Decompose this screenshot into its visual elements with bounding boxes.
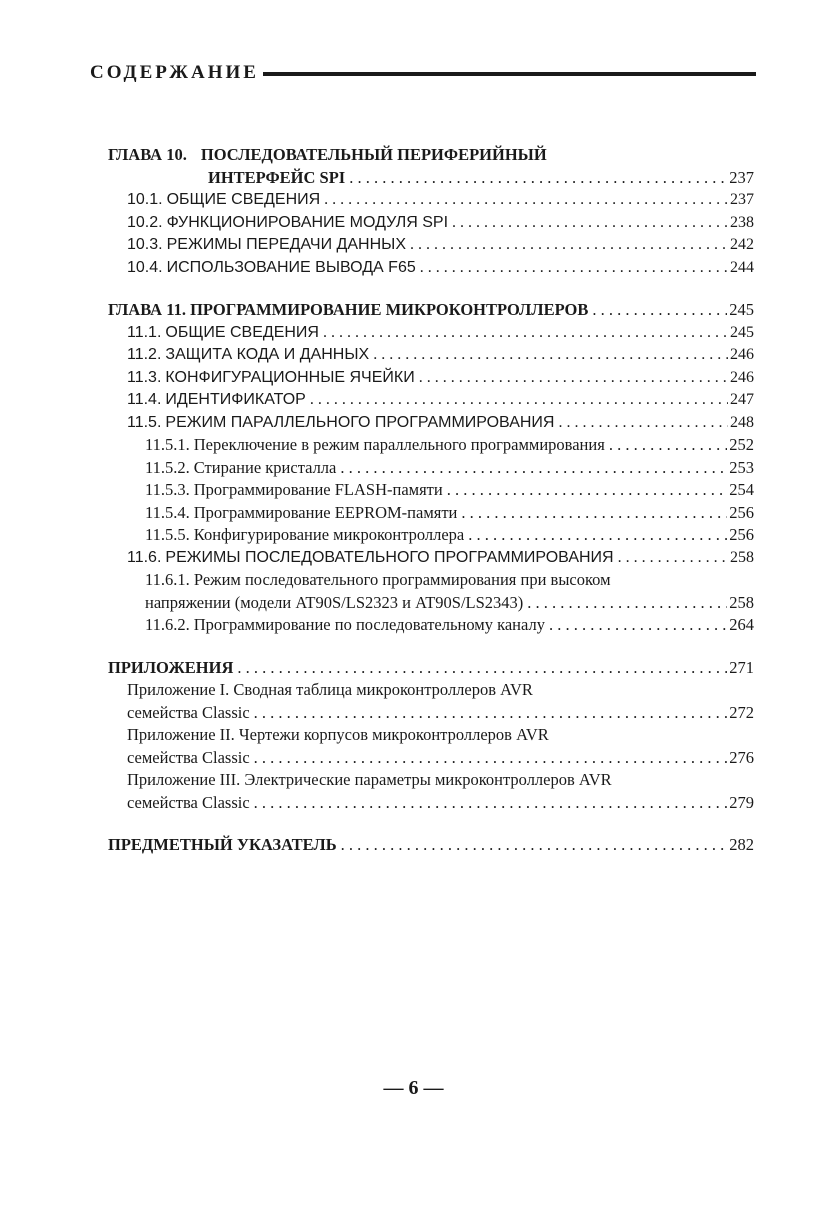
dot-leader <box>254 702 728 725</box>
index-title: ПРЕДМЕТНЫЙ УКАЗАТЕЛЬ <box>108 835 337 854</box>
section-number: 11.6. <box>127 548 162 566</box>
page-number: 242 <box>730 236 754 253</box>
dot-leader <box>461 502 727 525</box>
subsection-number: 11.5.3. <box>145 480 190 499</box>
section-title: ОБЩИЕ СВЕДЕНИЯ <box>166 191 321 208</box>
subsection-number: 11.5.5. <box>145 525 190 544</box>
page-header <box>90 60 756 86</box>
chapter-title: ГЛАВА 11. ПРОГРАММИРОВАНИЕ МИКРОКОНТРОЛЛЕРОВ <box>108 300 589 319</box>
section-number: 10.4. <box>127 258 163 276</box>
toc-section <box>108 412 754 435</box>
section-number: 11.5. <box>127 413 162 431</box>
toc-section <box>108 367 754 390</box>
dot-leader <box>324 189 728 212</box>
subsection-number: 11.5.4. <box>145 502 190 522</box>
page-number: 252 <box>729 435 754 454</box>
appendix-title: ПРИЛОЖЕНИЯ <box>108 657 234 677</box>
toc-chapter-10-heading <box>108 144 754 167</box>
section-title: РЕЖИМЫ ПЕРЕДАЧИ ДАННЫХ <box>166 236 406 253</box>
toc-section <box>108 344 754 367</box>
appendix-item-title: Приложение I. Сводная таблица микроконтроллеров AVR <box>127 680 533 699</box>
dot-leader <box>527 592 727 615</box>
section-title: ОБЩИЕ СВЕДЕНИЯ <box>165 323 319 341</box>
page-number: 246 <box>730 346 754 363</box>
toc-subsection <box>108 502 754 525</box>
page-number: 247 <box>730 391 754 408</box>
table-of-contents <box>108 144 754 857</box>
subsection-title: Переключение в режим параллельного программирования <box>193 435 605 454</box>
section-number: 10.1. <box>127 191 163 208</box>
toc-section <box>108 257 754 280</box>
page-number: 245 <box>730 323 754 341</box>
section-title: ИСПОЛЬЗОВАНИЕ ВЫВОДА F65 <box>166 258 416 276</box>
subsection-title-cont: напряжении (модели AT90S/LS2323 и AT90S/LS2343) <box>145 592 524 612</box>
toc-section <box>108 234 754 257</box>
toc-appendix-heading <box>108 657 754 680</box>
toc-subsection <box>108 434 754 457</box>
dot-leader <box>558 412 728 435</box>
page-number: 244 <box>730 258 754 276</box>
page-number: 264 <box>729 615 754 634</box>
dot-leader <box>468 524 727 547</box>
section-number: 11.2. <box>127 346 162 363</box>
section-number: 11.3. <box>127 368 162 386</box>
section-title: ЗАЩИТА КОДА И ДАННЫХ <box>165 346 370 363</box>
section-number: 10.2. <box>127 213 163 231</box>
dot-leader <box>323 322 728 345</box>
page-number: 272 <box>729 702 754 722</box>
page-number: 256 <box>729 525 754 544</box>
dot-leader <box>254 747 728 770</box>
toc-section <box>108 389 754 412</box>
chapter-title-cont: ИНТЕРФЕЙС SPI <box>208 167 346 187</box>
dot-leader <box>341 834 728 857</box>
appendix-item-title-cont: семейства Classic <box>127 702 250 722</box>
dot-leader <box>447 479 728 502</box>
toc-chapter-11-heading <box>108 299 754 322</box>
dot-leader <box>419 367 728 390</box>
section-number: 11.4. <box>127 391 162 408</box>
toc-appendix-item-line2 <box>108 747 754 770</box>
subsection-title: 11.6.1. Режим последовательного программирования при высоком <box>145 570 611 589</box>
subsection-title: Стирание кристалла <box>193 457 337 477</box>
appendix-item-title: Приложение II. Чертежи корпусов микроконтроллеров AVR <box>127 725 549 744</box>
page-title: СОДЕРЖАНИЕ <box>90 62 259 83</box>
section-title: КОНФИГУРАЦИОННЫЕ ЯЧЕЙКИ <box>165 368 415 386</box>
dot-leader <box>254 792 728 815</box>
page-number: 246 <box>730 368 754 386</box>
appendix-item-title-cont: семейства Classic <box>127 792 250 812</box>
dot-leader <box>618 547 728 570</box>
dot-leader <box>410 234 728 257</box>
chapter-label: ГЛАВА 10. <box>108 145 187 164</box>
chapter-title: ПОСЛЕДОВАТЕЛЬНЫЙ ПЕРИФЕРИЙНЫЙ <box>200 145 547 164</box>
subsection-number: 11.5.2. <box>145 457 190 477</box>
dot-leader <box>349 167 727 190</box>
toc-appendix-item-line1 <box>108 679 754 702</box>
subsection-number: 11.6.2. <box>145 615 190 634</box>
toc-appendix-item-line1 <box>108 769 754 792</box>
page-number: 256 <box>729 502 754 522</box>
section-number: 11.1. <box>127 323 162 341</box>
appendix-item-title-cont: семейства Classic <box>127 747 250 767</box>
page-number: 258 <box>730 548 754 566</box>
toc-appendix-item-line2 <box>108 702 754 725</box>
toc-subsection-line2 <box>108 592 754 615</box>
dot-leader <box>420 257 728 280</box>
page-number: 254 <box>729 480 754 499</box>
toc-chapter-10-continued <box>108 167 754 190</box>
dot-leader <box>452 212 728 235</box>
section-title: ИДЕНТИФИКАТОР <box>165 391 306 408</box>
page-number: 237 <box>729 167 754 187</box>
dot-leader <box>237 657 727 680</box>
header-rule <box>263 72 756 76</box>
toc-subsection-line1 <box>108 569 754 592</box>
toc-section <box>108 189 754 212</box>
toc-subsection <box>108 457 754 480</box>
toc-index-heading <box>108 834 754 857</box>
page-folio: — 6 — <box>383 1077 444 1099</box>
section-title: ФУНКЦИОНИРОВАНИЕ МОДУЛЯ SPI <box>166 213 449 231</box>
subsection-title: Программирование FLASH-памяти <box>193 480 443 499</box>
toc-appendix-item-line2 <box>108 792 754 815</box>
dot-leader <box>310 389 728 412</box>
page-number: 276 <box>729 747 754 767</box>
toc-appendix-item-line1 <box>108 724 754 747</box>
subsection-title: Конфигурирование микроконтроллера <box>193 525 465 544</box>
section-number: 10.3. <box>127 236 163 253</box>
dot-leader <box>373 344 728 367</box>
page-number: 253 <box>729 457 754 477</box>
subsection-title: Программирование по последовательному каналу <box>193 615 545 634</box>
dot-leader <box>609 434 727 457</box>
page-number: 237 <box>730 191 754 208</box>
toc-section <box>108 547 754 570</box>
toc-subsection <box>108 524 754 547</box>
appendix-item-title: Приложение III. Электрические параметры микроконтроллеров AVR <box>127 770 612 789</box>
subsection-title: Программирование EEPROM-памяти <box>193 502 458 522</box>
page-number: 271 <box>729 657 754 677</box>
subsection-number: 11.5.1. <box>145 435 190 454</box>
toc-subsection <box>108 614 754 637</box>
section-title: РЕЖИМЫ ПОСЛЕДОВАТЕЛЬНОГО ПРОГРАММИРОВАНИЯ <box>165 548 614 566</box>
toc-section <box>108 322 754 345</box>
page-number: 279 <box>729 792 754 812</box>
section-title: РЕЖИМ ПАРАЛЛЕЛЬНОГО ПРОГРАММИРОВАНИЯ <box>165 413 555 431</box>
dot-leader <box>592 299 727 322</box>
toc-section <box>108 212 754 235</box>
dot-leader <box>340 457 727 480</box>
dot-leader <box>549 614 727 637</box>
page-number: 238 <box>730 213 754 231</box>
page-number: 258 <box>729 592 754 612</box>
page-number: 248 <box>730 413 754 431</box>
toc-subsection <box>108 479 754 502</box>
page-number: 282 <box>729 835 754 854</box>
page-number: 245 <box>729 300 754 319</box>
